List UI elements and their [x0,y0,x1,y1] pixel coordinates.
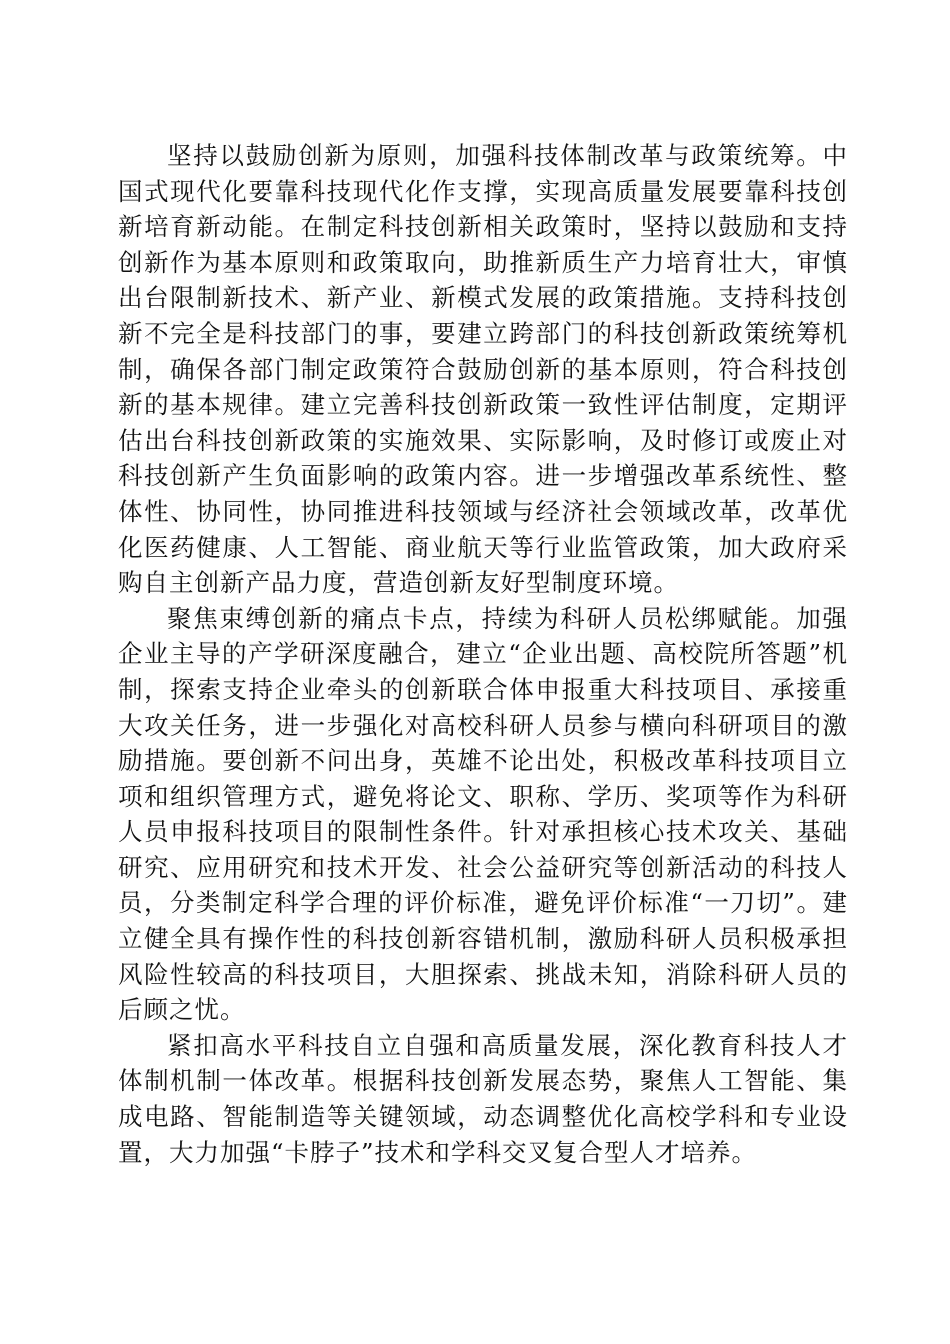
document-body [118,138,848,1170]
paragraph-3: 紧扣高水平科技自立自强和高质量发展，深化教育科技人才体制机制一体改革。根据科技创新发展态势，聚焦人工智能、集成电路、智能制造等关键领域，动态调整优化高校学科和专业设置，大力加强“卡脖子”技术和学科交叉复合型人才培养。 [118,1030,848,1167]
paragraph-2: 聚焦束缚创新的痛点卡点，持续为科研人员松绑赋能。加强企业主导的产学研深度融合，建立“企业出题、高校院所答题”机制，探索支持企业牵头的创新联合体申报重大科技项目、承接重大攻关任务，进一步强化对高校科研人员参与横向科研项目的激励措施。要创新不问出身，英雄不论出处，积极改革科技项目立项和组织管理方式，避免将论文、职称、学历、奖项等作为科研人员申报科技项目的限制性条件。针对承担核心技术攻关、基础研究、应用研究和技术开发、社会公益研究等创新活动的科技人员，分类制定科学合理的评价标准，避免评价标准“一刀切”。建立健全具有操作性的科技创新容错机制，激励科研人员积极承担风险性较高的科技项目，大胆探索、挑战未知，消除科研人员的后顾之忧。 [118,603,848,1025]
paragraph-1: 坚持以鼓励创新为原则，加强科技体制改革与政策统筹。中国式现代化要靠科技现代化作支撑，实现高质量发展要靠科技创新培育新动能。在制定科技创新相关政策时，坚持以鼓励和支持创新作为基本原则和政策取向，助推新质生产力培育壮大，审慎出台限制新技术、新产业、新模式发展的政策措施。支持科技创新不完全是科技部门的事，要建立跨部门的科技创新政策统筹机制，确保各部门制定政策符合鼓励创新的基本原则，符合科技创新的基本规律。建立完善科技创新政策一致性评估制度，定期评估出台科技创新政策的实施效果、实际影响，及时修订或废止对科技创新产生负面影响的政策内容。进一步增强改革系统性、整体性、协同性，协同推进科技领域与经济社会领域改革，改革优化医药健康、人工智能、商业航天等行业监管政策，加大政府采购自主创新产品力度，营造创新友好型制度环境。 [118,141,848,598]
